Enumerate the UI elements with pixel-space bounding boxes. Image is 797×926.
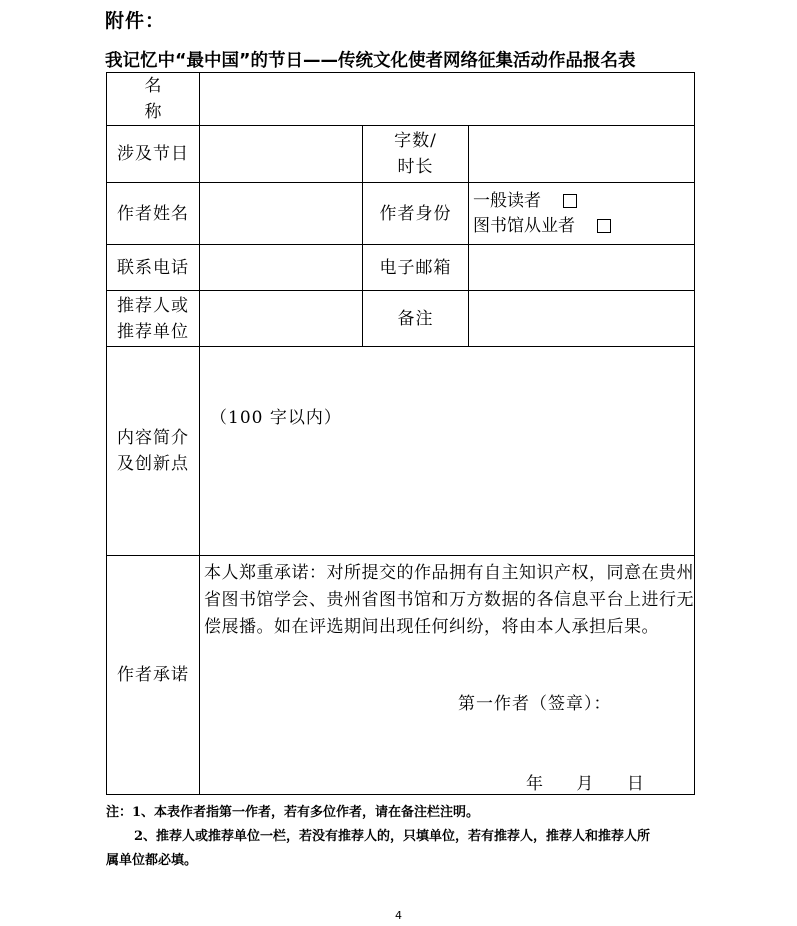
registration-form bbox=[106, 72, 695, 795]
summary-label-line1: 内容简介 bbox=[117, 428, 189, 448]
author-field[interactable] bbox=[200, 183, 363, 245]
email-label: 电子邮箱 bbox=[363, 245, 469, 291]
checkbox-icon[interactable] bbox=[563, 194, 577, 208]
name-label: 名 称 bbox=[107, 73, 200, 126]
summary-label bbox=[107, 347, 200, 556]
length-label-line1: 字数/ bbox=[394, 131, 437, 151]
remarks-field[interactable] bbox=[469, 291, 695, 347]
name-field[interactable] bbox=[200, 73, 695, 126]
festival-label: 涉及节日 bbox=[107, 126, 200, 183]
author-label: 作者姓名 bbox=[107, 183, 200, 245]
note-2: 2、推荐人或推荐单位一栏，若没有推荐人的，只填单位，若有推荐人，推荐人和推荐人所 bbox=[134, 829, 651, 844]
date-year-label: 年 bbox=[526, 774, 543, 794]
pledge-text: 本人郑重承诺：对所提交的作品拥有自主知识产权，同意在贵州省图书馆学会、贵州省图书馆和万方数据的各信息平台上进行无偿展播。如在评选期间出现任何纠纷，将由本人承担后果。 bbox=[204, 563, 695, 637]
page-number: 4 bbox=[395, 909, 402, 922]
note-3: 属单位都必填。 bbox=[106, 853, 198, 868]
summary-hint: （100 字以内） bbox=[210, 408, 342, 428]
summary-label-line2: 及创新点 bbox=[117, 454, 189, 474]
date-month-label: 月 bbox=[576, 774, 594, 794]
note-1: 注：1、本表作者指第一作者，若有多位作者，请在备注栏注明。 bbox=[106, 805, 480, 820]
identity-option-librarian-label: 图书馆从业者 bbox=[473, 215, 575, 236]
identity-option-reader-label: 一般读者 bbox=[473, 190, 541, 211]
length-label-line2: 时长 bbox=[397, 157, 434, 177]
date-day-label: 日 bbox=[626, 774, 644, 794]
form-title: 我记忆中“最中国”的节日——传统文化使者网络征集活动作品报名表 bbox=[105, 51, 636, 71]
festival-field[interactable] bbox=[200, 126, 363, 183]
pledge-cell bbox=[200, 556, 695, 795]
length-label bbox=[363, 126, 469, 183]
signature-date bbox=[526, 769, 672, 794]
signature-label: 第一作者（签章）： bbox=[458, 694, 612, 714]
phone-field[interactable] bbox=[200, 245, 363, 291]
recommender-label bbox=[107, 291, 200, 347]
email-field[interactable] bbox=[469, 245, 695, 291]
notes bbox=[106, 801, 698, 873]
summary-field[interactable] bbox=[200, 347, 695, 556]
recommender-label-line1: 推荐人或 bbox=[117, 295, 189, 316]
remarks-label: 备注 bbox=[363, 291, 469, 347]
recommender-label-line2: 推荐单位 bbox=[117, 321, 189, 342]
identity-option-reader[interactable] bbox=[473, 189, 694, 214]
identity-label: 作者身份 bbox=[363, 183, 469, 245]
identity-option-librarian[interactable] bbox=[473, 214, 694, 239]
attachment-label: 附件： bbox=[105, 10, 166, 32]
checkbox-icon[interactable] bbox=[597, 219, 611, 233]
length-field[interactable] bbox=[469, 126, 695, 183]
identity-options bbox=[469, 183, 695, 245]
phone-label: 联系电话 bbox=[107, 245, 200, 291]
pledge-label: 作者承诺 bbox=[107, 556, 200, 795]
recommender-field[interactable] bbox=[200, 291, 363, 347]
